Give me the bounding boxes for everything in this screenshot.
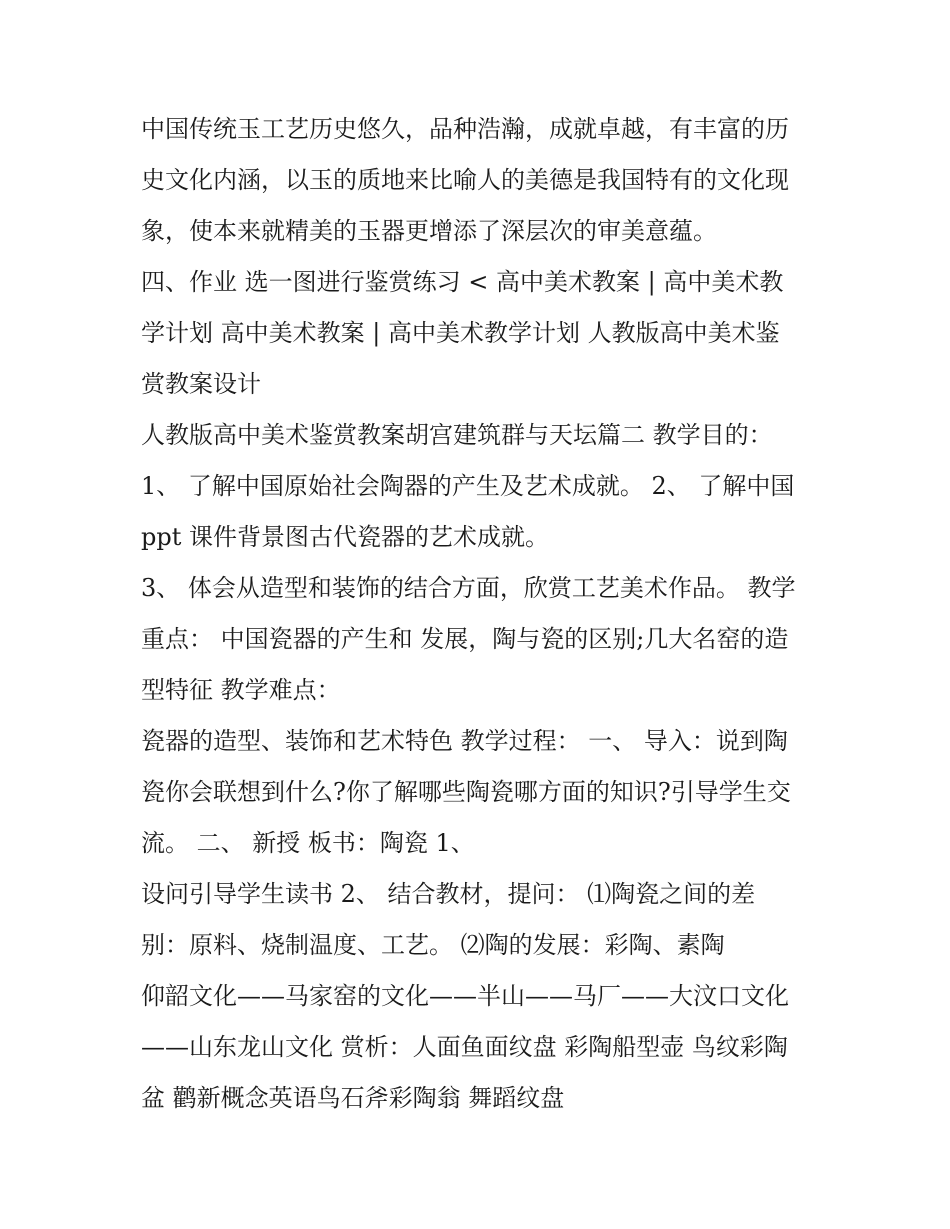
text-line: 别：原料、烧制温度、工艺。 ⑵陶的发展：彩陶、素陶 — [141, 931, 725, 959]
text-line: 瓷你会联想到什么?你了解哪些陶瓷哪方面的知识?引导学生交 — [141, 778, 791, 806]
text-line: ppt 课件背景图古代瓷器的艺术成就。 — [141, 523, 549, 551]
text-line: 重点： 中国瓷器的产生和 发展，陶与瓷的区别;几大名窑的造 — [141, 625, 789, 653]
text-line: ——山东龙山文化 赏析：人面鱼面纹盘 彩陶船型壶 鸟纹彩陶 — [141, 1033, 788, 1061]
text-line: 1、 了解中国原始社会陶器的产生及艺术成就。 2、 了解中国 — [141, 472, 795, 500]
text-line: 史文化内涵，以玉的质地来比喻人的美德是我国特有的文化现 — [141, 166, 789, 194]
text-line: 盆 鹳新概念英语鸟石斧彩陶翁 舞蹈纹盘 — [141, 1084, 565, 1112]
text-line: 设问引导学生读书 2、 结合教材，提问： ⑴陶瓷之间的差 — [141, 880, 756, 908]
text-line: 学计划 高中美术教案 | 高中美术教学计划 人教版高中美术鉴 — [141, 319, 780, 347]
text-line: 四、作业 选一图进行鉴赏练习 < 高中美术教案 | 高中美术教 — [141, 268, 784, 296]
text-line: 赏教案设计 — [141, 370, 261, 398]
text-line: 仰韶文化——马家窑的文化——半山——马厂——大汶口文化 — [141, 982, 789, 1010]
text-line: 瓷器的造型、装饰和艺术特色 教学过程： 一、 导入：说到陶 — [141, 727, 788, 755]
text-line: 人教版高中美术鉴赏教案胡宫建筑群与天坛篇二 教学目的： — [141, 421, 773, 449]
text-line: 型特征 教学难点： — [141, 676, 341, 704]
text-line: 象，使本来就精美的玉器更增添了深层次的审美意蕴。 — [141, 217, 717, 245]
text-line: 流。 二、 新授 板书：陶瓷 1、 — [141, 829, 475, 857]
text-line: 中国传统玉工艺历史悠久，品种浩瀚，成就卓越，有丰富的历 — [141, 115, 789, 143]
body-text — [141, 108, 821, 1128]
text-line: 3、 体会从造型和装饰的结合方面，欣赏工艺美术作品。 教学 — [141, 574, 796, 602]
